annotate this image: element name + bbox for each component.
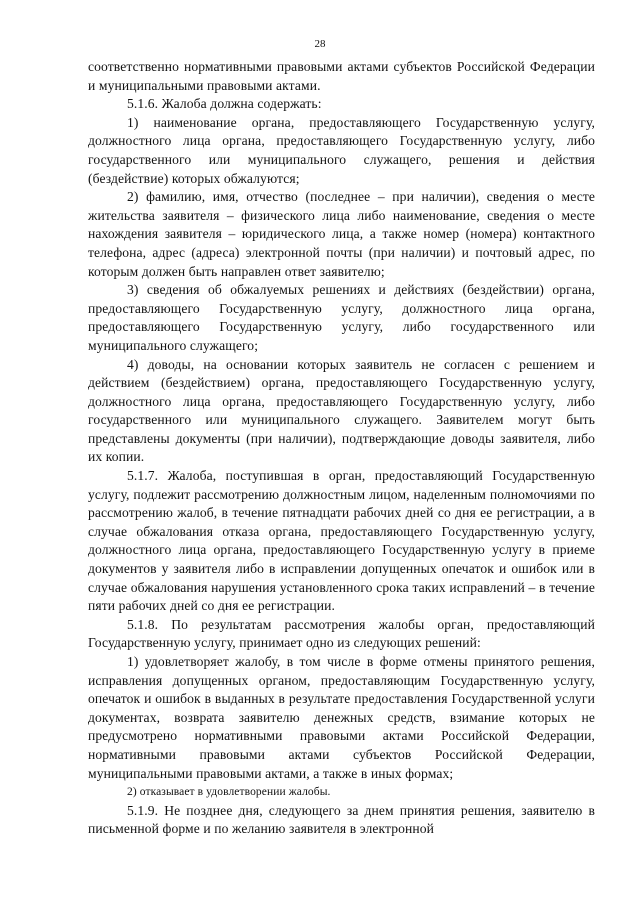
paragraph-5-1-6: 5.1.6. Жалоба должна содержать: — [127, 96, 322, 112]
paragraph-5-1-6-item-4: 4) доводы, на основании которых заявитель не согласен с решением и действием (бездействием) органа, предоставляющего Государственную услугу, должностного лица органа, предоставляющего Государственную услугу, либо государственного или муниципального служащего. Заявителем могут быть представлены документы (при наличии), подтверждающие доводы заявителя, либо их копии. — [88, 356, 595, 465]
paragraph-5-1-8: 5.1.8. По результатам рассмотрения жалобы орган, предоставляющий Государственную услугу, принимает одно из следующих решений: — [88, 616, 595, 651]
paragraph-5-1-6-item-1: 1) наименование органа, предоставляющего Государственную услугу, должностного лица органа, предоставляющего Государственную услугу, либо государственного или муниципального служащего, решения и действия (бездействие) которых обжалуются; — [88, 114, 595, 186]
paragraph-5-1-6-item-3: 3) сведения об обжалуемых решениях и действиях (бездействии) органа, предоставляющего Государственную услугу, должностного лица органа, предоставляющего Государственную услугу, либо государственного или муниципального служащего; — [88, 282, 595, 353]
paragraph-5-1-9: 5.1.9. Не позднее дня, следующего за днем принятия решения, заявителю в письменной форме и по желанию заявителя в электронной — [88, 802, 595, 837]
page-number: 28 — [314, 38, 326, 50]
document-body — [88, 58, 595, 839]
paragraph-5-1-8-item-2: 2) отказывает в удовлетворении жалобы. — [127, 786, 331, 799]
paragraph-5-1-8-item-1: 1) удовлетворяет жалобу, в том числе в форме отмены принятого решения, исправления допущенных органом, предоставляющим Государственную услугу, опечаток и ошибок в выданных в результате предоставления Государственной услуги документах, возврата заявителю денежных средств, взимание которых не предусмотрено нормативными правовыми актами Российской Федерации, нормативными правовыми актами субъектов Российской Федерации, муниципальными правовыми актами, а также в иных формах; — [88, 654, 595, 781]
paragraph-continuation: соответственно нормативными правовыми актами субъектов Российской Федерации и муниципальными правовыми актами. — [88, 59, 595, 93]
paragraph-5-1-7: 5.1.7. Жалоба, поступившая в орган, предоставляющий Государственную услугу, подлежит рассмотрению должностным лицом, наделенным полномочиями по рассмотрению жалоб, в течение пятнадцати рабочих дней со дня ее регистрации, а в случае обжалования отказа органа, предоставляющего Государственную услугу, должностного лица органа, предоставляющего Государственную услугу в приеме документов у заявителя либо в исправлении допущенных опечаток и ошибок или в случае обжалования нарушения установленного срока таких исправлений – в течение пяти рабочих дней со дня ее регистрации. — [88, 468, 595, 614]
paragraph-5-1-6-item-2: 2) фамилию, имя, отчество (последнее – при наличии), сведения о месте жительства заявителя – физического лица либо наименование, сведения о месте нахождения заявителя – юридического лица, а также номер (номера) контактного телефона, адрес (адреса) электронной почты (при наличии) и почтовый адрес, по которым должен быть направлен ответ заявителю; — [88, 189, 595, 279]
